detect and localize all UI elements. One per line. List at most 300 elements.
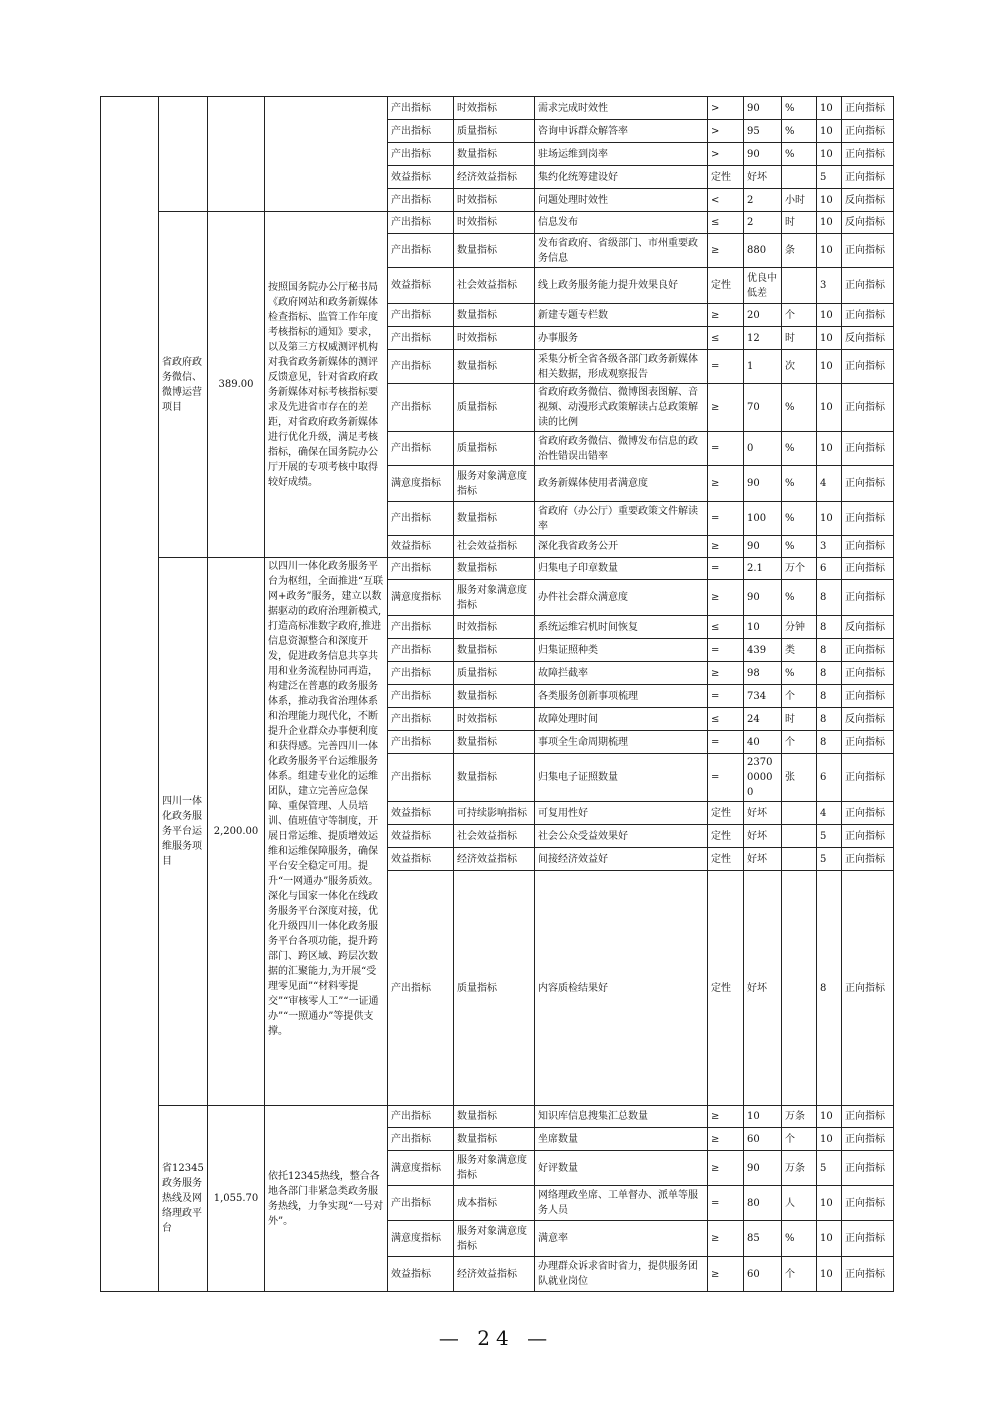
weight: 5 <box>817 848 842 871</box>
indicator-level1: 产出指标 <box>388 432 454 466</box>
unit: % <box>782 466 817 502</box>
weight: 6 <box>817 754 842 802</box>
unit: 个 <box>782 685 817 708</box>
indicator-name: 需求完成时效性 <box>535 97 708 120</box>
unit: 类 <box>782 639 817 662</box>
target-value: 90 <box>744 1151 782 1186</box>
target-value: 好坏 <box>744 871 782 1106</box>
project-budget: 2,200.00 <box>208 558 265 1106</box>
operator: ≤ <box>708 708 744 731</box>
target-value: 10 <box>744 1106 782 1128</box>
operator: 定性 <box>708 825 744 848</box>
indicator-level1: 产出指标 <box>388 502 454 536</box>
direction: 正向指标 <box>842 580 894 616</box>
indicator-level1: 产出指标 <box>388 97 454 120</box>
operator: ≥ <box>708 1257 744 1292</box>
operator: ≥ <box>708 1128 744 1151</box>
direction: 正向指标 <box>842 166 894 189</box>
direction: 正向指标 <box>842 432 894 466</box>
project-description: 以四川一体化政务服务平台为枢纽，全面推进“互联网+政务”服务，建立以数据驱动的政府治理新模式,打造高标准数字政府,推进信息资源整合和深度开发，促进政务信息共享共用和业务流程协同再造，构建泛在普惠的政务服务体系，推动我省治理体系和治理能力现代化，不断提升企业群众办事便利度和获得感。完善四川一体化政务服务平台运维服务体系。组建专业化的运维团队，建立完善应急保障、重保管理、人员培训、值班值守等制度，开展日常运维、提质增效运维和运维保障服务，确保平台安全稳定可用。提升“一网通办”服务质效。深化与国家一体化在线政务服务平台深度对接，优化升级四川一体化政务服务平台各项功能，提升跨部门、跨区域、跨层次数据的汇聚能力,为开展“受理零见面”“材料零提交”“审核零人工”“一证通办”“一照通办”等提供支撑。 <box>265 558 388 1106</box>
target-value: 90 <box>744 580 782 616</box>
indicator-level1: 产出指标 <box>388 350 454 384</box>
indicator-name: 咨询申诉群众解答率 <box>535 120 708 143</box>
unit: % <box>782 120 817 143</box>
operator: ≤ <box>708 212 744 234</box>
unit: 条 <box>782 234 817 268</box>
indicator-level1: 产出指标 <box>388 708 454 731</box>
unit: % <box>782 502 817 536</box>
operator: ≥ <box>708 1151 744 1186</box>
direction: 正向指标 <box>842 871 894 1106</box>
operator: 定性 <box>708 871 744 1106</box>
indicator-level1: 满意度指标 <box>388 580 454 616</box>
indicator-name: 归集电子证照数量 <box>535 754 708 802</box>
target-value: 100 <box>744 502 782 536</box>
indicator-level1: 产出指标 <box>388 304 454 327</box>
weight: 5 <box>817 166 842 189</box>
target-value: 优良中低差 <box>744 268 782 304</box>
indicator-name: 坐席数量 <box>535 1128 708 1151</box>
indicator-level2: 数量指标 <box>454 558 535 580</box>
unit: 张 <box>782 754 817 802</box>
unit: % <box>782 143 817 166</box>
operator: ≥ <box>708 536 744 558</box>
unit: 万个 <box>782 558 817 580</box>
project-name: 省政府政务微信、微博运营项目 <box>159 212 208 558</box>
weight: 10 <box>817 502 842 536</box>
operator: = <box>708 639 744 662</box>
indicator-level1: 满意度指标 <box>388 1221 454 1257</box>
indicator-name: 事项全生命周期梳理 <box>535 731 708 754</box>
target-value: 98 <box>744 662 782 685</box>
indicator-level2: 质量指标 <box>454 432 535 466</box>
indicator-name: 线上政务服务能力提升效果良好 <box>535 268 708 304</box>
indicator-level2: 时效指标 <box>454 189 535 212</box>
direction: 正向指标 <box>842 304 894 327</box>
indicator-level2: 质量指标 <box>454 662 535 685</box>
operator: > <box>708 97 744 120</box>
target-value: 0 <box>744 432 782 466</box>
indicator-level2: 数量指标 <box>454 639 535 662</box>
operator: ≤ <box>708 616 744 639</box>
table-body <box>101 97 894 1292</box>
target-value: 好坏 <box>744 802 782 825</box>
unit: 个 <box>782 1128 817 1151</box>
target-value: 好坏 <box>744 848 782 871</box>
indicator-name: 故障拦截率 <box>535 662 708 685</box>
weight: 5 <box>817 1151 842 1186</box>
unit <box>782 802 817 825</box>
unit <box>782 268 817 304</box>
project-name <box>159 97 208 212</box>
indicator-name: 问题处理时效性 <box>535 189 708 212</box>
unit: 小时 <box>782 189 817 212</box>
weight: 10 <box>817 1221 842 1257</box>
indicator-level1: 效益指标 <box>388 802 454 825</box>
direction: 正向指标 <box>842 97 894 120</box>
target-value: 10 <box>744 616 782 639</box>
weight: 10 <box>817 1128 842 1151</box>
target-value: 95 <box>744 120 782 143</box>
direction: 正向指标 <box>842 502 894 536</box>
weight: 8 <box>817 616 842 639</box>
operator: 定性 <box>708 166 744 189</box>
target-value: 85 <box>744 1221 782 1257</box>
operator: 定性 <box>708 268 744 304</box>
target-value: 40 <box>744 731 782 754</box>
operator: = <box>708 502 744 536</box>
operator: = <box>708 731 744 754</box>
direction: 正向指标 <box>842 1128 894 1151</box>
unit: 次 <box>782 350 817 384</box>
operator: = <box>708 350 744 384</box>
indicator-name: 故障处理时间 <box>535 708 708 731</box>
indicator-level2: 质量指标 <box>454 871 535 1106</box>
operator: ≥ <box>708 662 744 685</box>
indicator-level2: 时效指标 <box>454 97 535 120</box>
operator: < <box>708 189 744 212</box>
operator: > <box>708 143 744 166</box>
direction: 正向指标 <box>842 802 894 825</box>
unit: % <box>782 432 817 466</box>
unit <box>782 825 817 848</box>
unit <box>782 848 817 871</box>
weight: 10 <box>817 1106 842 1128</box>
unit: % <box>782 384 817 432</box>
indicator-level2: 数量指标 <box>454 143 535 166</box>
indicator-level2: 数量指标 <box>454 304 535 327</box>
operator: = <box>708 1186 744 1221</box>
weight: 8 <box>817 580 842 616</box>
indicator-level2: 时效指标 <box>454 327 535 350</box>
indicator-level1: 产出指标 <box>388 685 454 708</box>
indicator-name: 社会公众受益效果好 <box>535 825 708 848</box>
indicator-level2: 经济效益指标 <box>454 848 535 871</box>
weight: 3 <box>817 268 842 304</box>
indicator-level2: 时效指标 <box>454 616 535 639</box>
project-name: 省12345政务服务热线及网络理政平台 <box>159 1106 208 1292</box>
indicator-level2: 服务对象满意度指标 <box>454 466 535 502</box>
indicator-name: 深化我省政务公开 <box>535 536 708 558</box>
target-value: 237000000 <box>744 754 782 802</box>
target-value: 90 <box>744 97 782 120</box>
direction: 正向指标 <box>842 639 894 662</box>
project-budget: 1,055.70 <box>208 1106 265 1292</box>
operator: ≤ <box>708 327 744 350</box>
operator: ≥ <box>708 1221 744 1257</box>
target-value: 439 <box>744 639 782 662</box>
indicator-level2: 数量指标 <box>454 685 535 708</box>
direction: 反向指标 <box>842 708 894 731</box>
indicator-name: 可复用性好 <box>535 802 708 825</box>
target-value: 24 <box>744 708 782 731</box>
operator: > <box>708 120 744 143</box>
indicator-level2: 时效指标 <box>454 212 535 234</box>
indicator-level1: 产出指标 <box>388 120 454 143</box>
target-value: 60 <box>744 1128 782 1151</box>
indicator-level1: 产出指标 <box>388 662 454 685</box>
unit: 分钟 <box>782 616 817 639</box>
indicator-level1: 效益指标 <box>388 166 454 189</box>
project-name: 四川一体化政务服务平台运维服务项目 <box>159 558 208 1106</box>
indicator-name: 集约化统筹建设好 <box>535 166 708 189</box>
indicator-level1: 产出指标 <box>388 754 454 802</box>
weight: 8 <box>817 639 842 662</box>
direction: 正向指标 <box>842 754 894 802</box>
indicator-name: 省政府政务微信、微博发布信息的政治性错误出错率 <box>535 432 708 466</box>
weight: 10 <box>817 327 842 350</box>
indicator-name: 省政府政务微信、微博图表图解、音视频、动漫形式政策解读占总政策解读的比例 <box>535 384 708 432</box>
direction: 反向指标 <box>842 189 894 212</box>
table-row <box>101 558 894 580</box>
direction: 正向指标 <box>842 536 894 558</box>
indicator-level1: 效益指标 <box>388 848 454 871</box>
indicator-level1: 效益指标 <box>388 268 454 304</box>
target-value: 80 <box>744 1186 782 1221</box>
indicator-level2: 数量指标 <box>454 234 535 268</box>
indicator-level1: 产出指标 <box>388 558 454 580</box>
indicator-name: 信息发布 <box>535 212 708 234</box>
weight: 10 <box>817 304 842 327</box>
unit: 时 <box>782 327 817 350</box>
unit: 个 <box>782 304 817 327</box>
project-description: 依托12345热线，整合各地各部门非紧急类政务服务热线，力争实现“一号对外”。 <box>265 1106 388 1292</box>
indicator-level2: 数量指标 <box>454 350 535 384</box>
indicator-name: 满意率 <box>535 1221 708 1257</box>
indicator-level2: 社会效益指标 <box>454 536 535 558</box>
target-value: 70 <box>744 384 782 432</box>
weight: 10 <box>817 143 842 166</box>
indicator-level1: 产出指标 <box>388 189 454 212</box>
unit: 时 <box>782 212 817 234</box>
project-description <box>265 97 388 212</box>
indicator-level1: 满意度指标 <box>388 1151 454 1186</box>
table-row <box>101 97 894 120</box>
operator: ≥ <box>708 234 744 268</box>
table-row <box>101 1106 894 1128</box>
indicator-level2: 服务对象满意度指标 <box>454 1151 535 1186</box>
indicator-name: 内容质检结果好 <box>535 871 708 1106</box>
indicator-name: 办事服务 <box>535 327 708 350</box>
weight: 10 <box>817 1186 842 1221</box>
direction: 正向指标 <box>842 268 894 304</box>
operator: 定性 <box>708 802 744 825</box>
weight: 8 <box>817 662 842 685</box>
target-value: 2 <box>744 189 782 212</box>
indicator-name: 政务新媒体使用者满意度 <box>535 466 708 502</box>
target-value: 20 <box>744 304 782 327</box>
indicator-level1: 产出指标 <box>388 731 454 754</box>
page-number: — 24 — <box>438 1326 554 1350</box>
indicator-level2: 时效指标 <box>454 708 535 731</box>
weight: 8 <box>817 871 842 1106</box>
indicator-name: 网络理政坐席、工单督办、派单等服务人员 <box>535 1186 708 1221</box>
weight: 10 <box>817 120 842 143</box>
indicator-level1: 产出指标 <box>388 1186 454 1221</box>
indicator-name: 省政府（办公厅）重要政策文件解读率 <box>535 502 708 536</box>
direction: 正向指标 <box>842 685 894 708</box>
direction: 正向指标 <box>842 1106 894 1128</box>
weight: 8 <box>817 731 842 754</box>
weight: 6 <box>817 558 842 580</box>
weight: 10 <box>817 234 842 268</box>
operator: = <box>708 558 744 580</box>
indicator-level2: 数量指标 <box>454 1128 535 1151</box>
direction: 正向指标 <box>842 731 894 754</box>
direction: 正向指标 <box>842 558 894 580</box>
table-row <box>101 212 894 234</box>
unit: 人 <box>782 1186 817 1221</box>
indicator-level1: 产出指标 <box>388 234 454 268</box>
operator: ≥ <box>708 580 744 616</box>
weight: 3 <box>817 536 842 558</box>
target-value: 90 <box>744 466 782 502</box>
indicator-level2: 服务对象满意度指标 <box>454 580 535 616</box>
weight: 8 <box>817 685 842 708</box>
indicator-name: 办理群众诉求省时省力，提供服务团队就业岗位 <box>535 1257 708 1292</box>
unit: % <box>782 97 817 120</box>
target-value: 2 <box>744 212 782 234</box>
target-value: 1 <box>744 350 782 384</box>
indicator-name: 归集电子印章数量 <box>535 558 708 580</box>
weight: 5 <box>817 825 842 848</box>
operator: ≥ <box>708 384 744 432</box>
direction: 正向指标 <box>842 143 894 166</box>
target-value: 好坏 <box>744 825 782 848</box>
project-budget: 389.00 <box>208 212 265 558</box>
weight: 10 <box>817 189 842 212</box>
indicator-level1: 产出指标 <box>388 871 454 1106</box>
indicator-name: 归集证照种类 <box>535 639 708 662</box>
unit: 万条 <box>782 1106 817 1128</box>
weight: 10 <box>817 384 842 432</box>
operator: ≥ <box>708 1106 744 1128</box>
direction: 正向指标 <box>842 1257 894 1292</box>
indicator-name: 新建专题专栏数 <box>535 304 708 327</box>
weight: 10 <box>817 1257 842 1292</box>
indicator-level1: 产出指标 <box>388 327 454 350</box>
indicator-name: 驻场运维到岗率 <box>535 143 708 166</box>
indicator-name: 各类服务创新事项梳理 <box>535 685 708 708</box>
unit <box>782 166 817 189</box>
target-value: 734 <box>744 685 782 708</box>
target-value: 90 <box>744 536 782 558</box>
indicator-level2: 数量指标 <box>454 754 535 802</box>
indicator-name: 发布省政府、省级部门、市州重要政务信息 <box>535 234 708 268</box>
direction: 正向指标 <box>842 384 894 432</box>
unit: % <box>782 536 817 558</box>
indicator-level1: 产出指标 <box>388 1106 454 1128</box>
indicator-name: 系统运维宕机时间恢复 <box>535 616 708 639</box>
operator: = <box>708 432 744 466</box>
weight: 4 <box>817 466 842 502</box>
operator: 定性 <box>708 848 744 871</box>
indicator-level1: 产出指标 <box>388 1128 454 1151</box>
indicator-level2: 数量指标 <box>454 731 535 754</box>
indicator-name: 知识库信息搜集汇总数量 <box>535 1106 708 1128</box>
weight: 10 <box>817 432 842 466</box>
indicator-level2: 经济效益指标 <box>454 1257 535 1292</box>
indicator-level2: 可持续影响指标 <box>454 802 535 825</box>
indicator-name: 好评数量 <box>535 1151 708 1186</box>
unit: % <box>782 580 817 616</box>
direction: 正向指标 <box>842 234 894 268</box>
unit: 时 <box>782 708 817 731</box>
indicator-level2: 服务对象满意度指标 <box>454 1221 535 1257</box>
direction: 反向指标 <box>842 616 894 639</box>
direction: 正向指标 <box>842 825 894 848</box>
operator: = <box>708 754 744 802</box>
indicator-level2: 经济效益指标 <box>454 166 535 189</box>
target-value: 好坏 <box>744 166 782 189</box>
project-description: 按照国务院办公厅秘书局《政府网站和政务新媒体检查指标、监管工作年度考核指标的通知》要求，以及第三方权威测评机构对我省政务新媒体的测评反馈意见，针对省政府政务新媒体对标考核指标要求及先进省市存在的差距，对省政府政务新媒体进行优化升级，满足考核指标，确保在国务院办公厅开展的专项考核中取得较好成绩。 <box>265 212 388 558</box>
operator: ≥ <box>708 466 744 502</box>
unit: 个 <box>782 731 817 754</box>
unit: % <box>782 662 817 685</box>
indicator-level1: 产出指标 <box>388 384 454 432</box>
indicator-level2: 成本指标 <box>454 1186 535 1221</box>
indicator-level1: 产出指标 <box>388 143 454 166</box>
indicator-level2: 社会效益指标 <box>454 825 535 848</box>
indicator-level1: 效益指标 <box>388 1257 454 1292</box>
weight: 10 <box>817 350 842 384</box>
weight: 8 <box>817 708 842 731</box>
indicator-level1: 满意度指标 <box>388 466 454 502</box>
indicator-level1: 产出指标 <box>388 212 454 234</box>
direction: 正向指标 <box>842 848 894 871</box>
weight: 4 <box>817 802 842 825</box>
indicator-level2: 数量指标 <box>454 502 535 536</box>
weight: 10 <box>817 97 842 120</box>
indicator-level2: 质量指标 <box>454 384 535 432</box>
indicator-level2: 质量指标 <box>454 120 535 143</box>
direction: 正向指标 <box>842 1221 894 1257</box>
target-value: 2.1 <box>744 558 782 580</box>
indicator-level1: 产出指标 <box>388 639 454 662</box>
direction: 正向指标 <box>842 662 894 685</box>
direction: 正向指标 <box>842 120 894 143</box>
indicator-name: 办件社会群众满意度 <box>535 580 708 616</box>
indicator-level1: 效益指标 <box>388 825 454 848</box>
direction: 反向指标 <box>842 327 894 350</box>
indicator-level1: 效益指标 <box>388 536 454 558</box>
indicator-level2: 社会效益指标 <box>454 268 535 304</box>
direction: 正向指标 <box>842 466 894 502</box>
direction: 正向指标 <box>842 350 894 384</box>
weight: 10 <box>817 212 842 234</box>
indicator-level1: 产出指标 <box>388 616 454 639</box>
target-value: 12 <box>744 327 782 350</box>
direction: 反向指标 <box>842 212 894 234</box>
target-value: 60 <box>744 1257 782 1292</box>
performance-table <box>100 96 894 1292</box>
target-value: 880 <box>744 234 782 268</box>
operator: ≥ <box>708 304 744 327</box>
unit: % <box>782 1221 817 1257</box>
unit <box>782 871 817 1106</box>
unit: 万条 <box>782 1151 817 1186</box>
direction: 正向指标 <box>842 1186 894 1221</box>
indicator-level2: 数量指标 <box>454 1106 535 1128</box>
indicator-name: 间接经济效益好 <box>535 848 708 871</box>
indicator-name: 采集分析全省各级各部门政务新媒体相关数据，形成观察报告 <box>535 350 708 384</box>
target-value: 90 <box>744 143 782 166</box>
direction: 正向指标 <box>842 1151 894 1186</box>
unit: 个 <box>782 1257 817 1292</box>
blank-column <box>101 97 159 1292</box>
operator: = <box>708 685 744 708</box>
project-budget <box>208 97 265 212</box>
